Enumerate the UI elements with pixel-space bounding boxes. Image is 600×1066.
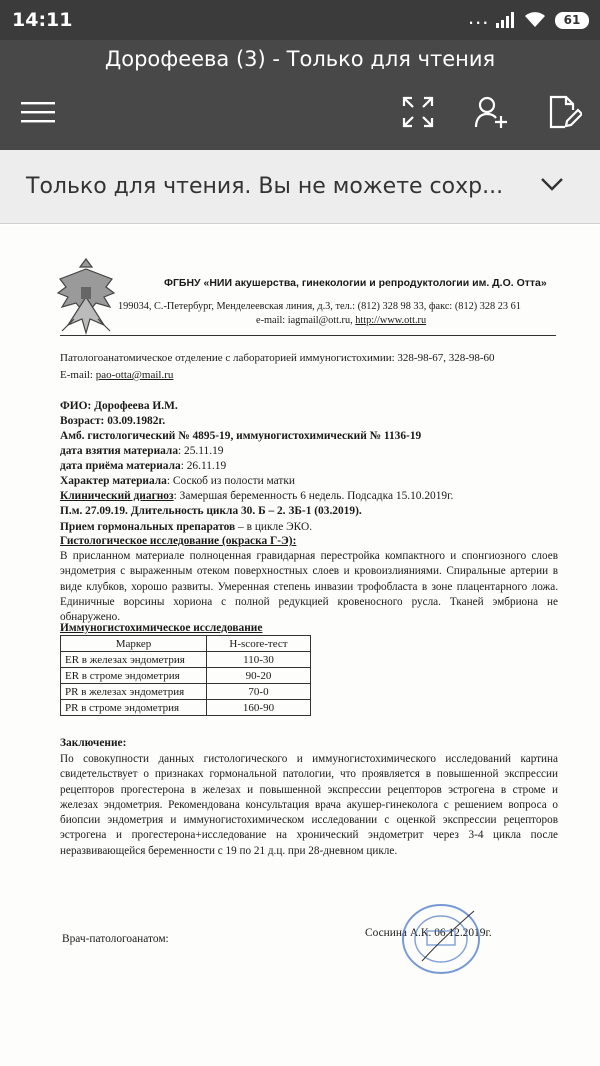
document-page: [0, 225, 600, 1066]
date-taken: [60, 445, 223, 457]
hormone-therapy: [60, 521, 312, 533]
organization-address: 199034, С.-Петербург, Менделеевская линия, д.3, тел.: (812) 328 98 33, факс: (812) 328 23 61: [118, 301, 521, 312]
date-received-value: : 26.11.19: [180, 460, 227, 472]
clinical-diagnosis-label: Клинический диагноз: [60, 490, 174, 502]
ihc-marker-cell: PR в строме эндометрия: [61, 700, 207, 716]
more-notifications-dots: ...: [468, 4, 490, 29]
material-type-label: Характер материала: [60, 475, 167, 487]
patient-fio: ФИО: Дорофеева И.М.: [60, 400, 178, 412]
table-row: [61, 652, 311, 668]
ihc-marker-cell: PR в железах эндометрия: [61, 684, 207, 700]
signature-role: Врач-патологоанатом:: [62, 933, 169, 945]
ihc-score-cell: 90-20: [207, 668, 311, 684]
department-line: Патологоанатомическое отделение с лабораторией иммуногистохимии: 328-98-67, 328-98-60: [60, 352, 495, 364]
clinical-diagnosis-value: : Замершая беременность 6 недель. Подсадка 15.10.2019г.: [173, 490, 454, 502]
signal-icon: [496, 12, 516, 28]
read-only-message: Только для чтения. Вы не можете сохр...: [26, 174, 504, 199]
department-email-line: [60, 369, 173, 381]
ihc-score-cell: 110-30: [207, 652, 311, 668]
status-bar: [0, 0, 600, 40]
menu-icon[interactable]: [20, 94, 56, 130]
edit-document-icon[interactable]: [546, 94, 582, 130]
date-taken-label: дата взятия материала: [60, 445, 179, 457]
histology-heading: Гистологическое исследование (окраска Г-Э):: [60, 535, 297, 547]
ihc-table: [60, 635, 311, 716]
ihc-score-cell: 160-90: [207, 700, 311, 716]
ihc-marker-cell: ER в строме эндометрия: [61, 668, 207, 684]
cycle-info: П.м. 27.09.19. Длительность цикла 30. Б – 2. ЗБ-1 (03.2019).: [60, 505, 362, 517]
double-headed-eagle-logo-icon: [52, 257, 120, 337]
ihc-marker-cell: ER в железах эндометрия: [61, 652, 207, 668]
signature-name-date: Соснина А.К. 06.12.2019г.: [365, 927, 492, 939]
header-divider: [60, 335, 556, 336]
date-received: [60, 460, 226, 472]
case-numbers: Амб. гистологический № 4895-19, иммуногистохимический № 1136-19: [60, 430, 422, 442]
app-header: [0, 40, 600, 150]
conclusion-text: По совокупности данных гистологического и иммуногистохимического исследований картина свидетельствует о признаках гормональной патологии, что проявляется в повышенной экспрессии рецепторов прогестерона в железах и повышенной экспрессии рецепторов эстрогена в строме и железах эндометрия. Рекомендована консультация врача акушер-гинеколога с решением вопроса о биопсии эндометрия и иммуногистохимическом исследовании с оценкой экспрессии рецепторов эстрогена и прогестерона+исследование на хронический эндометрит через 3-4 цикла после неразвивающейся беременности с 19 по 21 д.ц. при 28-дневном цикле.: [60, 753, 558, 857]
doctor-stamp: [400, 901, 482, 977]
clinical-diagnosis: [60, 490, 453, 502]
share-person-icon[interactable]: [473, 94, 509, 130]
material-type: [60, 475, 295, 487]
organization-contacts: [256, 315, 426, 326]
ihc-table-header-row: [61, 636, 311, 652]
department-email-label: E-mail:: [60, 369, 96, 381]
organization-email: e-mail: iagmail@ott.ru,: [256, 315, 356, 326]
ihc-heading: Иммуногистохимическое исследование: [60, 622, 263, 634]
histology-text: В присланном материале полноценная гравидарная перестройка компактного и спонгиозного слоев эндометрия с выраженным отеком поверхностных слоев и кровоизлияниями. Спиральные артерии в виде клубков, хорошо развиты. Умеренная степень инвазии трофобласта в зоне плацентарного ложа. Единичные ворсины хориона с полной редукцией кровеносного русла. Тканей эмбриона не обнаружено.: [60, 550, 558, 624]
ihc-score-cell: 70-0: [207, 684, 311, 700]
date-received-label: дата приёма материала: [60, 460, 181, 472]
material-type-value: : Соскоб из полости матки: [166, 475, 296, 487]
hormone-therapy-value: – в цикле ЭКО.: [235, 521, 313, 533]
organization-name: ФГБНУ «НИИ акушерства, гинекологии и репродуктологии им. Д.О. Отта»: [164, 277, 547, 289]
battery-indicator: 61: [555, 12, 589, 29]
read-only-banner[interactable]: [0, 150, 600, 224]
status-time: 14:11: [12, 9, 73, 31]
hormone-therapy-label: Прием гормональных препаратов: [60, 521, 236, 533]
expand-icon[interactable]: [400, 94, 436, 130]
ihc-col-marker: Маркер: [61, 636, 207, 652]
document-title: Дорофеева (3) - Только для чтения: [104, 47, 496, 71]
date-taken-value: : 25.11.19: [178, 445, 224, 457]
organization-website-link[interactable]: http://www.ott.ru: [355, 315, 427, 326]
ihc-col-score: H-score-тест: [207, 636, 311, 652]
chevron-down-icon[interactable]: [540, 176, 564, 192]
department-email-link[interactable]: pao-otta@mail.ru: [95, 369, 174, 381]
table-row: [61, 684, 311, 700]
wifi-icon: [524, 11, 546, 28]
table-row: [61, 700, 311, 716]
patient-age: Возраст: 03.09.1982г.: [60, 415, 166, 427]
table-row: [61, 668, 311, 684]
conclusion-heading: Заключение:: [60, 737, 127, 749]
